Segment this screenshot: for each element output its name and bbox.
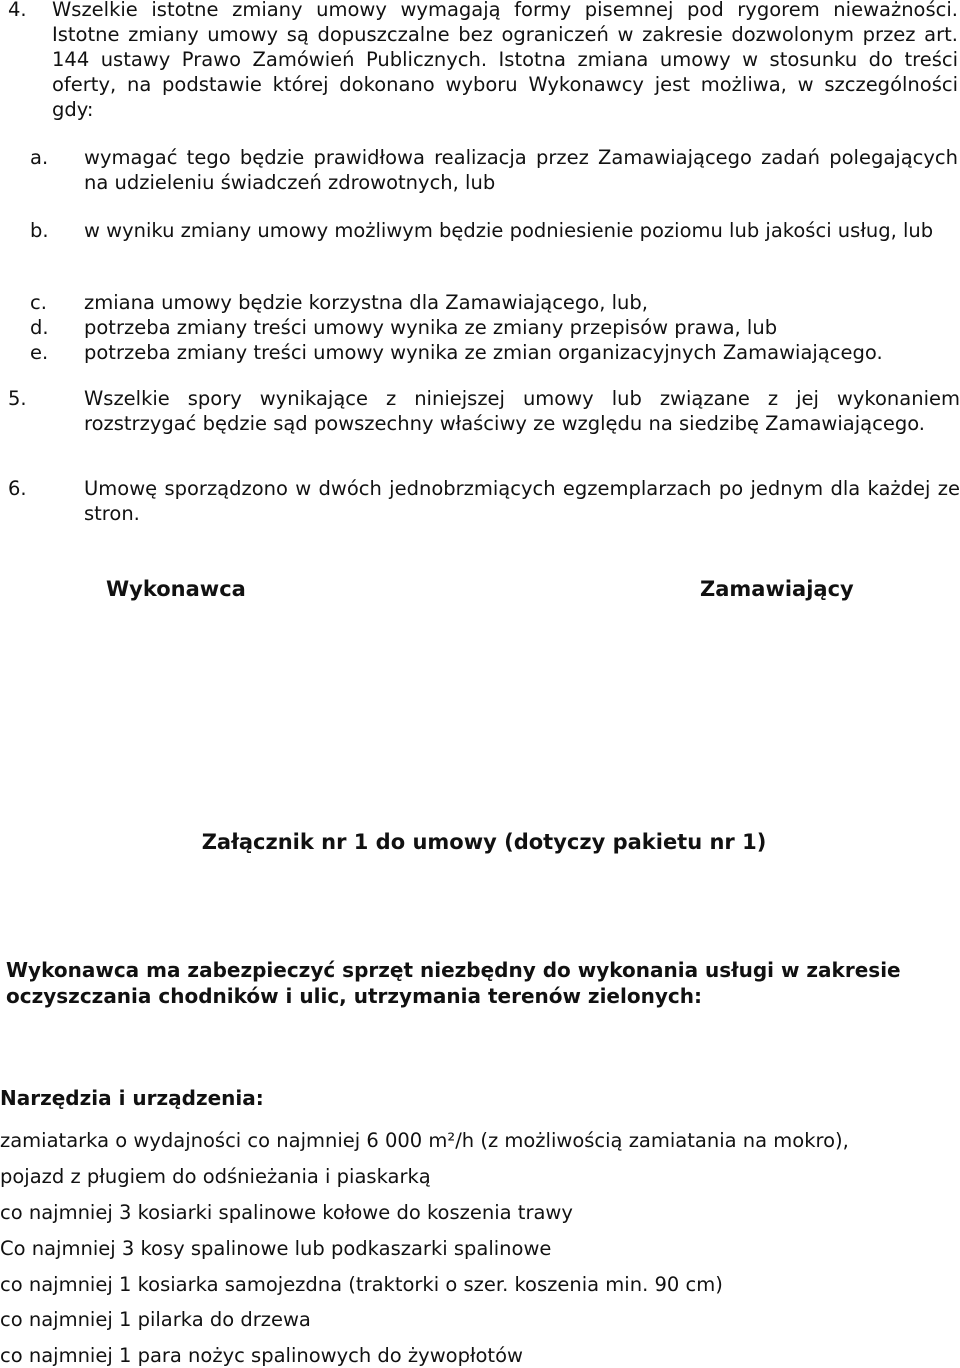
section-6-text: Umowę sporządzono w dwóch jednobrzmiących egzemplarzach po jednym dla każdej ze stron. (84, 477, 960, 525)
signature-ordering-party: Zamawiający (700, 577, 854, 601)
tools-heading: Narzędzia i urządzenia: (0, 1086, 264, 1110)
list-item-e-text: potrzeba zmiany treści umowy wynika ze zmian organizacyjnych Zamawiającego. (84, 341, 883, 364)
list-item-c-letter: c. (30, 291, 47, 314)
section-4-text: Wszelkie istotne zmiany umowy wymagają formy pisemnej pod rygorem nieważności. Istotne zmiany umowy są dopuszczalne bez ograniczeń w zakresie dozwolonym przez art. 144 ustawy Prawo Zamówień Publicznych. Istotna zmiana umowy w stosunku do treści oferty, na podstawie której dokonano wyboru Wykonawcy jest możliwa, w szczególności gdy: (52, 0, 958, 121)
section-5-number: 5. (8, 387, 27, 410)
section-4-number: 4. (8, 0, 27, 21)
tool-item: co najmniej 1 para nożyc spalinowych do żywopłotów (0, 1344, 523, 1367)
list-item-d-text: potrzeba zmiany treści umowy wynika ze zmiany przepisów prawa, lub (84, 316, 778, 339)
list-item-d-letter: d. (30, 316, 49, 339)
annex-intro: Wykonawca ma zabezpieczyć sprzęt niezbędny do wykonania usługi w zakresie oczyszczania chodników i ulic, utrzymania terenów zielonych: (6, 958, 901, 1008)
tool-item: co najmniej 1 kosiarka samojezdna (traktorki o szer. koszenia min. 90 cm) (0, 1273, 723, 1296)
annex-title: Załącznik nr 1 do umowy (dotyczy pakietu nr 1) (201, 830, 767, 854)
list-item-b-text: w wyniku zmiany umowy możliwym będzie podniesienie poziomu lub jakości usług, lub (84, 219, 934, 242)
list-item-b-letter: b. (30, 219, 49, 242)
signature-contractor: Wykonawca (106, 577, 246, 601)
tool-item: Co najmniej 3 kosy spalinowe lub podkaszarki spalinowe (0, 1237, 552, 1260)
list-item-c-text: zmiana umowy będzie korzystna dla Zamawiającego, lub, (84, 291, 648, 314)
section-5-text: Wszelkie spory wynikające z niniejszej umowy lub związane z jej wykonaniem rozstrzygać będzie sąd powszechny właściwy ze względu na siedzibę Zamawiającego. (84, 387, 960, 435)
section-6-number: 6. (8, 477, 27, 500)
tool-item: pojazd z pługiem do odśnieżania i piaskarką (0, 1165, 431, 1188)
list-item-e-letter: e. (30, 341, 49, 364)
list-item-a-letter: a. (30, 146, 49, 169)
tool-item: co najmniej 3 kosiarki spalinowe kołowe do koszenia trawy (0, 1201, 573, 1224)
tool-item: zamiatarka o wydajności co najmniej 6 000 m²/h (z możliwością zamiatania na mokro), (0, 1129, 849, 1152)
list-item-a-text: wymagać tego będzie prawidłowa realizacja przez Zamawiającego zadań polegających na udzieleniu świadczeń zdrowotnych, lub (84, 146, 958, 194)
tool-item: co najmniej 1 pilarka do drzewa (0, 1308, 311, 1331)
